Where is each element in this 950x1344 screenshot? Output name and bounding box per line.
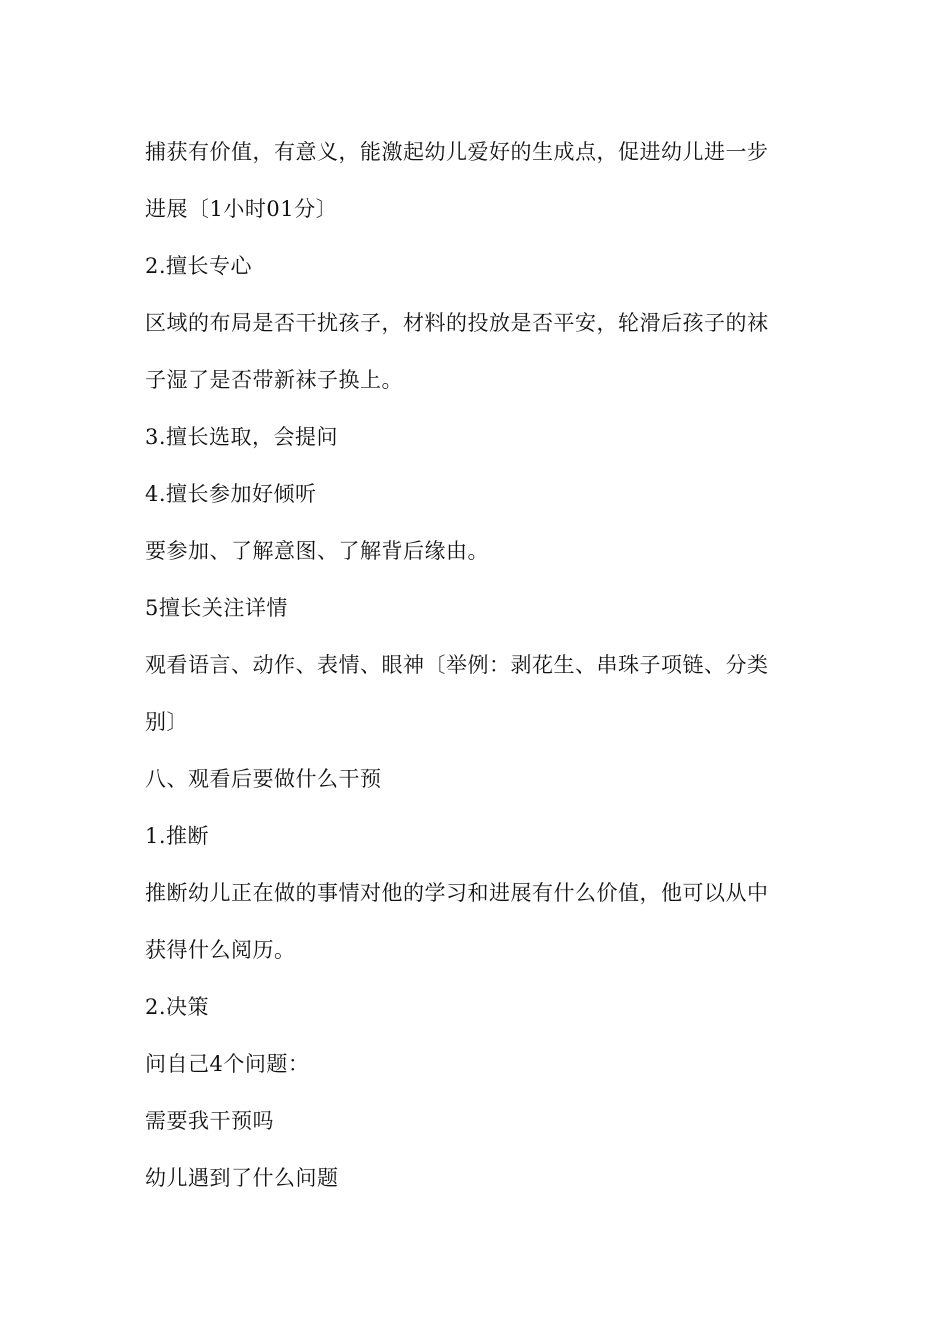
text-line: 幼儿遇到了什么问题 — [145, 1166, 339, 1190]
section-heading: 5擅长关注详情 — [145, 596, 288, 620]
text-line: 观看语言、动作、表情、眼神〔举例：剥花生、串珠子项链、分类 — [145, 653, 769, 677]
text-line: 推断幼儿正在做的事情对他的学习和进展有什么价值，他可以从中 — [145, 881, 769, 905]
section-heading: 2.擅长专心 — [145, 254, 253, 278]
chapter-heading: 八、观看后要做什么干预 — [145, 767, 382, 791]
text-line: 子湿了是否带新袜子换上。 — [145, 368, 403, 392]
section-heading: 3.擅长选取，会提问 — [145, 425, 339, 449]
text-line: 别〕 — [145, 710, 188, 734]
text-line: 区域的布局是否干扰孩子，材料的投放是否平安，轮滑后孩子的袜 — [145, 311, 769, 335]
text-line: 进展〔1小时01分〕 — [145, 197, 338, 221]
section-heading: 4.擅长参加好倾听 — [145, 482, 317, 506]
text-line: 获得什么阅历。 — [145, 938, 296, 962]
text-line: 需要我干预吗 — [145, 1109, 274, 1133]
text-line: 捕获有价值，有意义，能激起幼儿爱好的生成点，促进幼儿进一步 — [145, 140, 769, 164]
section-heading: 1.推断 — [145, 824, 210, 848]
text-line: 问自己4个问题： — [145, 1052, 310, 1076]
section-heading: 2.决策 — [145, 995, 210, 1019]
text-line: 要参加、了解意图、了解背后缘由。 — [145, 539, 489, 563]
